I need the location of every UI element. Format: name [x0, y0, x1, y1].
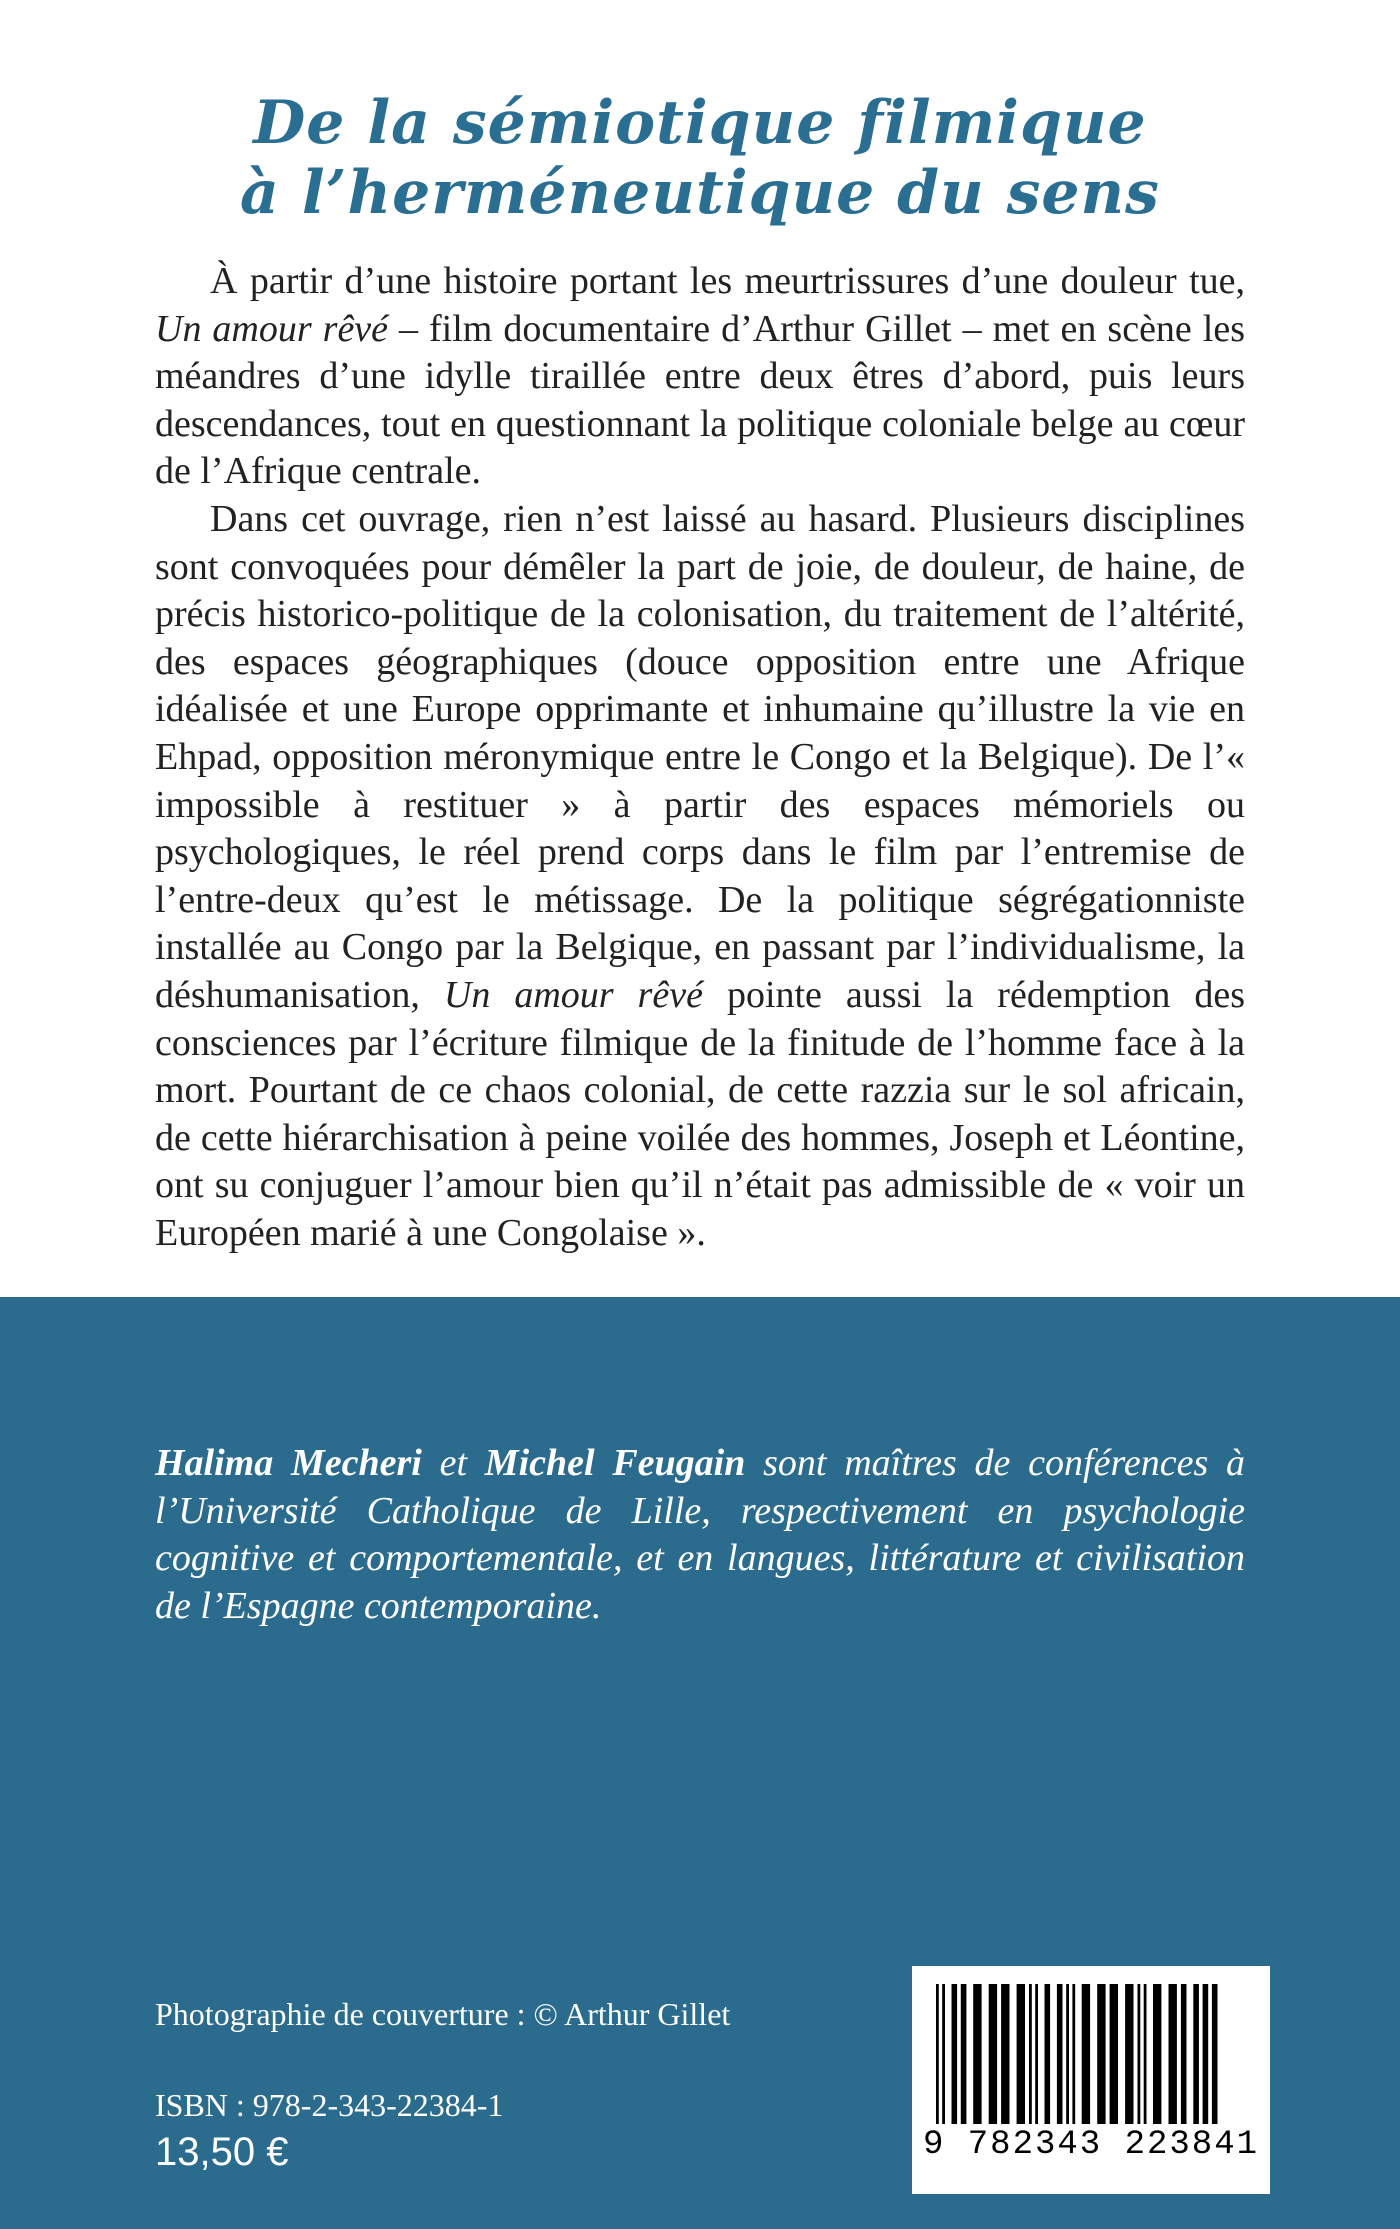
book-title-line-1: De la sémiotique filmique [253, 88, 1147, 158]
barcode-bar [1125, 1984, 1133, 2124]
summary-text: – film documentaire d’Arthur Gillet – met en scène les méandres d’une idylle tiraillée entre deux êtres d’abord, puis leurs descendances, tout en questionnant la politique coloniale belge au cœur de l’Afrique centrale. [155, 307, 1245, 493]
barcode-bar [1029, 1984, 1032, 2124]
barcode-bar [1035, 1984, 1038, 2124]
barcode-bar [1212, 1984, 1218, 2124]
barcode-bar [1082, 1984, 1090, 2124]
barcode [912, 1966, 1270, 2194]
price: 13,50 € [155, 2130, 289, 2174]
summary-text: À partir d’une histoire portant les meurtrissures d’une douleur tue, [210, 260, 1245, 302]
summary-text: pointe aussi la rédemption des consciences par l’écriture filmique de la finitude de l’homme face à la mort. Pourtant de ce chaos colonial, de cette razzia sur le sol africain, de cette hiérarchisation à peine voilée des hommes, Joseph et Léontine, ont su conjuguer l’amour bien qu’il n’était pas admissible de « voir un Européen marié à une Congolaise ». [155, 973, 1246, 1254]
barcode-bar [1138, 1984, 1141, 2124]
barcode-bar [1072, 1984, 1075, 2124]
isbn: ISBN : 978-2-343-22384-1 [155, 2087, 504, 2123]
barcode-bar [1110, 1984, 1118, 2124]
barcode-bar [942, 1984, 945, 2124]
barcode-bar [973, 1984, 981, 2124]
authors-bio [155, 1440, 1245, 1630]
barcode-bar [1181, 1984, 1187, 2124]
film-title: Un amour rêvé [155, 307, 389, 350]
barcode-bar [1057, 1984, 1063, 2124]
barcode-bar [1045, 1984, 1051, 2124]
authors-bio-text: sont maîtres de conférences à l’Université Catholique de Lille, respectivement en psychologie cognitive et comportementale, et en langues, littérature et civilisation de l’Espagne contemporaine. [155, 1442, 1245, 1627]
summary-paragraph-2 [155, 496, 1245, 1258]
summary-paragraph-1 [155, 258, 1245, 496]
barcode-bar [1017, 1984, 1025, 2124]
authors-connector: et [421, 1442, 485, 1484]
barcode-bar [1097, 1984, 1105, 2124]
barcode-bar [1169, 1984, 1177, 2124]
barcode-bar [1153, 1984, 1161, 2124]
barcode-bar [989, 1984, 997, 2124]
barcode-bars [934, 1984, 1248, 2124]
barcode-bar [1193, 1984, 1199, 2124]
barcode-bar [1203, 1984, 1209, 2124]
barcode-bar [936, 1984, 939, 2124]
barcode-bar [1066, 1984, 1069, 2124]
barcode-number: 9 782343 223841 [922, 2126, 1260, 2164]
author-1-name: Halima Mecheri [155, 1442, 422, 1484]
barcode-bar [1144, 1984, 1147, 2124]
photo-credit: Photographie de couverture : © Arthur Gillet [155, 1996, 731, 2032]
film-title: Un amour rêvé [443, 973, 703, 1016]
barcode-bar [1001, 1984, 1009, 2124]
barcode-bar [952, 1984, 958, 2124]
summary-text: Dans cet ouvrage, rien n’est laissé au hasard. Plusieurs disciplines sont convoquées pour démêler la part de joie, de douleur, de haine, de précis historico-politique de la colonisation, du traitement de l’altérité, des espaces géographiques (douce opposition entre une Afrique idéalisée et une Europe opprimante et inhumaine qu’illustre la vie en Ehpad, opposition méronymique entre le Congo et la Belgique). De l’« impossible à restituer » à partir des espaces mémoriels ou psychologiques, le réel prend corps dans le film par l’entremise de l’entre-deux qu’est le métissage. De la politique ségrégationniste installée au Congo par la Belgique, en passant par l’individualisme, la déshumanisation, [155, 498, 1245, 1016]
barcode-bar [961, 1984, 967, 2124]
book-title-line-2: à l’herméneutique du sens [240, 158, 1160, 228]
author-2-name: Michel Feugain [484, 1442, 746, 1484]
